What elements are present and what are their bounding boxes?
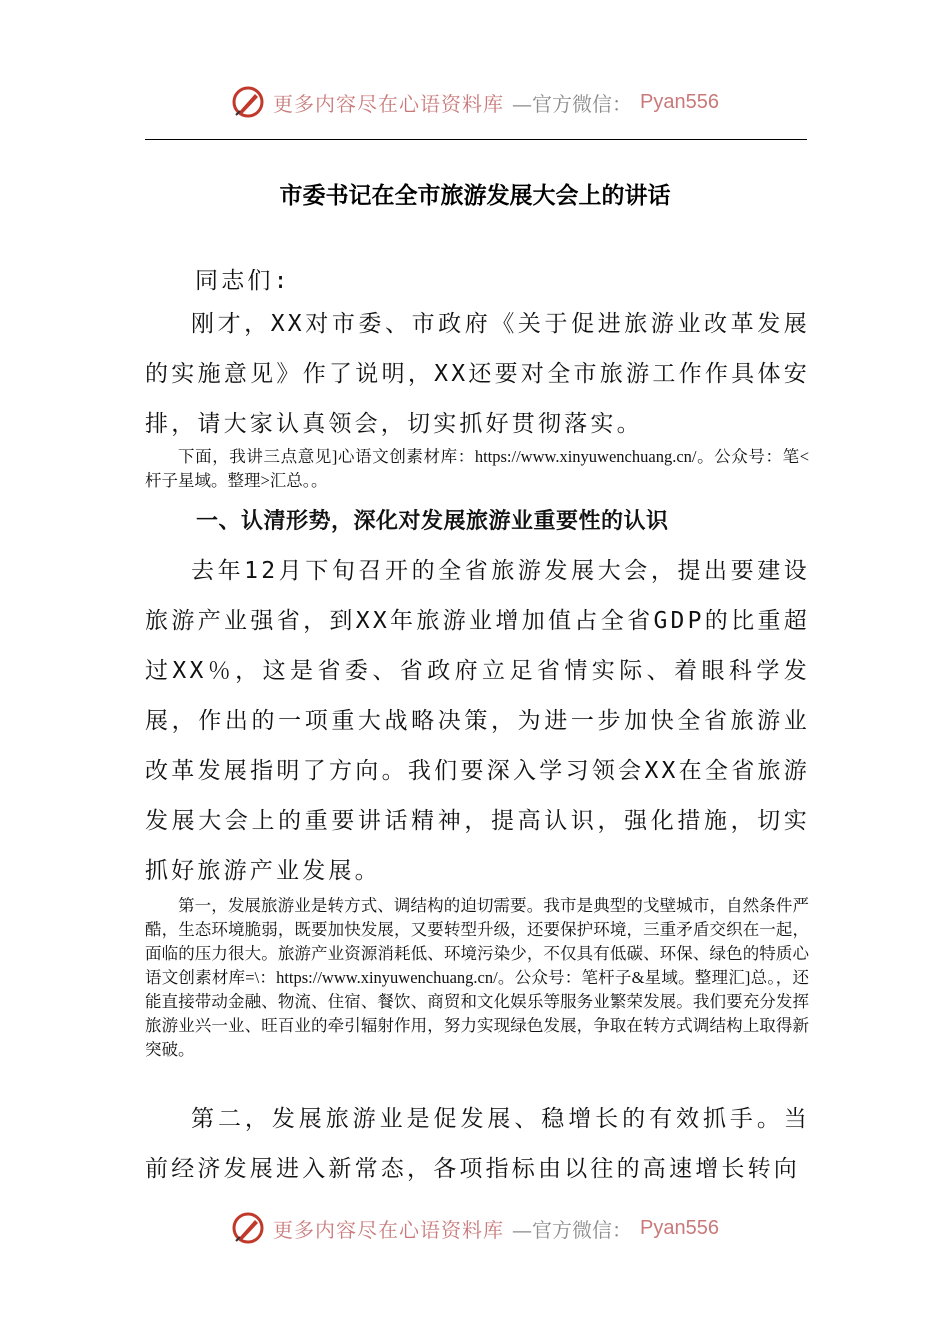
document-title: 市委书记在全市旅游发展大会上的讲话 bbox=[279, 183, 671, 209]
banner-separator: —官方微信： bbox=[512, 91, 633, 116]
point-two-paragraph: 第二，发展旅游业是促发展、稳增长的有效抓手。当前经济发展进入新常态，各项指标由以往的高速增长转向 bbox=[145, 1106, 810, 1182]
pen-logo-icon bbox=[231, 1211, 265, 1245]
banner-text: 更多内容尽在心语资料库 bbox=[273, 91, 505, 116]
section-paragraph: 去年12月下旬召开的全省旅游发展大会，提出要建设旅游产业强省，到XX年旅游业增加值占全省GDP的比重超过XX％，这是省委、省政府立足省情实际、着眼科学发展，作出的一项重大战略决策，为进一步加快全省旅游业改革发展指明了方向。我们要深入学习领会XX在全省旅游发展大会上的重要讲话精神，提高认识，强化措施，切实抓好旅游产业发展。 bbox=[145, 558, 810, 884]
pen-logo-icon bbox=[231, 85, 265, 119]
header-banner bbox=[0, 82, 950, 122]
note-paragraph: 下面，我讲三点意见]心语文创素材库：https://www.xinyuwenchuang.cn/。公众号：笔<杆子星域。整理>汇总。。 bbox=[145, 447, 809, 490]
section-heading: 一、认清形势，深化对发展旅游业重要性的认识 bbox=[196, 509, 669, 534]
header-rule bbox=[145, 139, 807, 140]
intro-paragraph: 刚才，XX对市委、市政府《关于促进旅游业改革发展的实施意见》作了说明，XX还要对全市旅游工作作具体安排，请大家认真领会，切实抓好贯彻落实。 bbox=[145, 311, 810, 437]
banner-wechat-id: Pyan556 bbox=[640, 90, 719, 113]
salutation: 同志们: bbox=[195, 268, 291, 294]
point-one-paragraph: 第一，发展旅游业是转方式、调结构的迫切需要。我市是典型的戈壁城市，自然条件严酷，生态环境脆弱，既要加快发展，又要转型升级，还要保护环境，三重矛盾交织在一起，面临的压力很大。旅游产业资源消耗低、环境污染少，不仅具有低碳、环保、绿色的特质心语文创素材库=\：https://www.xinyuwenchuang.cn/。公众号：笔杆子&星域。整理汇]总。，还能直接带动金融、物流、住宿、餐饮、商贸和文化娱乐等服务业繁荣发展。我们要充分发挥旅游业兴一业、旺百业的牵引辐射作用，努力实现绿色发展，争取在转方式调结构上取得新突破。 bbox=[145, 896, 809, 1059]
banner-wechat-id: Pyan556 bbox=[640, 1216, 719, 1239]
banner-text: 更多内容尽在心语资料库 bbox=[273, 1217, 505, 1242]
banner-separator: —官方微信： bbox=[512, 1217, 633, 1242]
footer-banner bbox=[0, 1208, 950, 1248]
